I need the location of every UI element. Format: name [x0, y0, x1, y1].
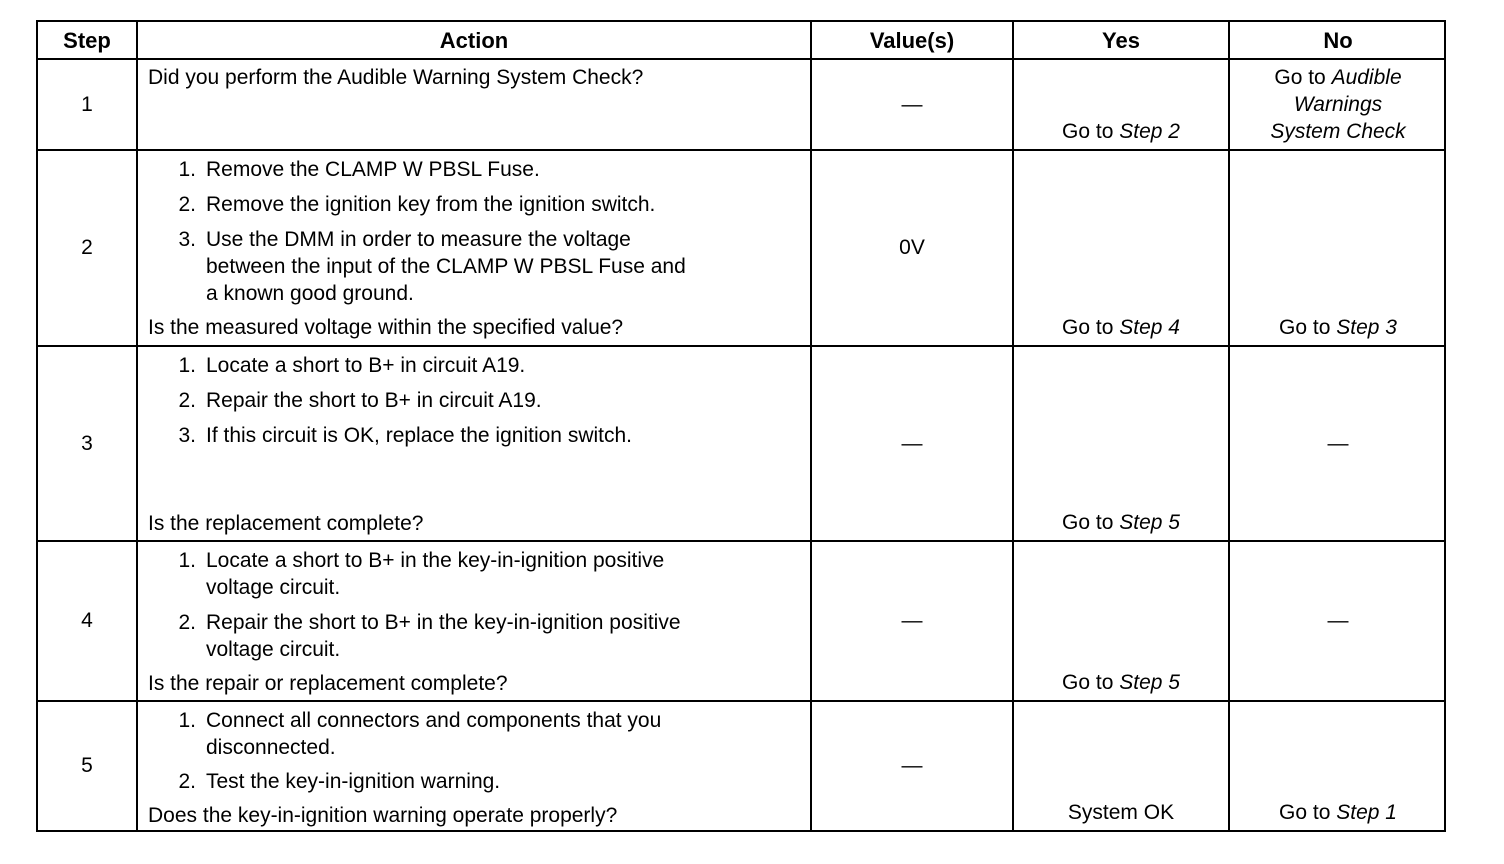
no-result: Go to Audible Warnings System Check — [1270, 66, 1406, 143]
no-result: Go to Step 1 — [1279, 801, 1397, 824]
yes-result: Go to Step 2 — [1062, 120, 1180, 143]
step-link: Step 5 — [1119, 671, 1180, 694]
header-row — [38, 22, 1444, 60]
step-number: 3 — [81, 431, 93, 455]
yes-result: Go to Step 4 — [1062, 316, 1180, 339]
step-value: — — [901, 92, 923, 116]
action-item: 2. Test the key-in-ignition warning. — [178, 770, 501, 793]
header-action: Action — [138, 22, 812, 58]
action-item: 1. Locate a short to B+ in circuit A19. — [178, 354, 526, 377]
action-item: 2. Repair the short to B+ in circuit A19. — [178, 389, 542, 412]
no-result: Go to Step 3 — [1279, 316, 1397, 339]
yes-result: System OK — [1067, 801, 1175, 824]
step-question: Is the repair or replacement complete? — [148, 672, 508, 695]
table-row — [38, 542, 1444, 702]
step-link: Step 1 — [1336, 801, 1397, 824]
yes-result: Go to Step 5 — [1062, 511, 1180, 534]
step-number: 5 — [81, 754, 93, 777]
step-value: 0V — [899, 236, 925, 259]
step-link: Step 2 — [1119, 120, 1180, 143]
action-item: 3. Use the DMM in order to measure the voltage between the input of the CLAMP W PBSL Fuse and a known good ground. — [178, 228, 686, 305]
table-row — [38, 702, 1444, 830]
step-question: Did you perform the Audible Warning System Check? — [148, 66, 644, 89]
action-item: 1. Connect all connectors and components that you disconnected. — [178, 709, 662, 759]
action-item: 3. If this circuit is OK, replace the ignition switch. — [178, 424, 632, 447]
step-value: — — [901, 754, 923, 777]
no-result: — — [1327, 609, 1349, 632]
table-row — [38, 151, 1444, 347]
step-link: Step 4 — [1119, 316, 1180, 339]
step-question: Is the measured voltage within the specified value? — [148, 316, 624, 339]
table-row — [38, 60, 1444, 151]
action-item: 1. Locate a short to B+ in the key-in-ignition positive voltage circuit. — [178, 549, 665, 599]
no-result: — — [1327, 431, 1349, 455]
header-yes: Yes — [1014, 22, 1230, 58]
step-link: Step 3 — [1336, 316, 1397, 339]
step-question: Does the key-in-ignition warning operate properly? — [148, 804, 618, 827]
action-item: 2. Remove the ignition key from the ignition switch. — [178, 193, 656, 216]
header-no: No — [1323, 28, 1353, 53]
action-item: 2. Repair the short to B+ in the key-in-ignition positive voltage circuit. — [178, 611, 681, 661]
step-number: 2 — [81, 236, 93, 259]
step-value: — — [901, 609, 923, 632]
step-question: Is the replacement complete? — [148, 512, 424, 535]
step-number: 1 — [81, 92, 93, 116]
step-number: 4 — [81, 609, 93, 632]
header-step: Step — [38, 22, 138, 58]
header-values: Value(s) — [812, 22, 1014, 58]
step-value: — — [901, 431, 923, 455]
table-row — [38, 347, 1444, 542]
action-item: 1. Remove the CLAMP W PBSL Fuse. — [178, 158, 540, 181]
yes-result: Go to Step 5 — [1062, 671, 1180, 694]
diagnostic-table — [36, 20, 1446, 832]
step-link: Step 5 — [1119, 511, 1180, 534]
